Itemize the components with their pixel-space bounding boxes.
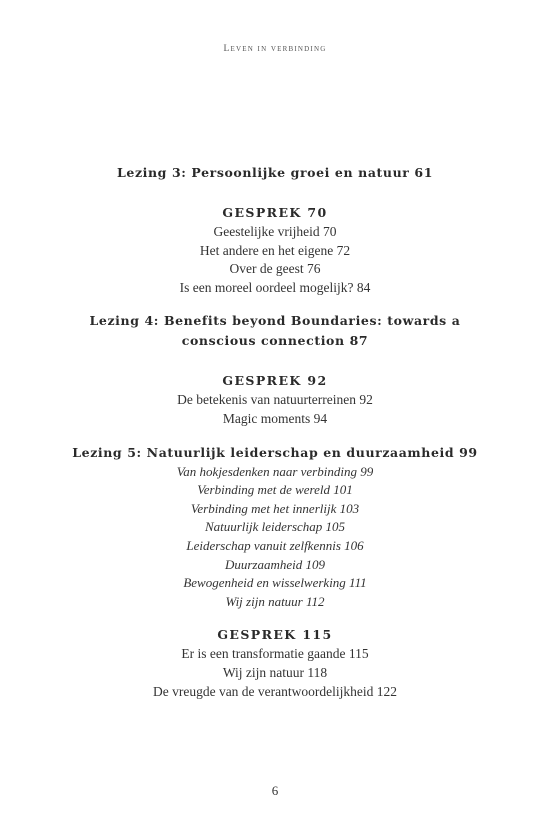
toc-lecture-heading: Lezing 4: Benefits beyond Boundaries: towards a <box>89 313 461 329</box>
toc-entry: Er is een transformatie gaande 115 <box>181 646 369 662</box>
toc-subentry: Verbinding met het innerlijk 103 <box>190 500 360 516</box>
toc-subentry: Natuurlijk leiderschap 105 <box>204 519 346 535</box>
toc-entry: De betekenis van natuurterreinen 92 <box>177 392 373 408</box>
toc-subentry: Wij zijn natuur 112 <box>225 593 325 609</box>
toc-entry: Magic moments 94 <box>222 410 328 426</box>
toc-entry: Wij zijn natuur 118 <box>222 664 328 680</box>
toc-entry: Is een moreel oordeel mogelijk? 84 <box>179 279 371 295</box>
toc-subentry: Van hokjesdenken naar verbinding 99 <box>176 463 374 479</box>
toc-subentry: Bewogenheid en wisselwerking 111 <box>183 575 367 591</box>
page-number: 6 <box>271 783 279 798</box>
toc-subentry: Leiderschap vanuit zelfkennis 106 <box>186 537 364 553</box>
toc-lecture-heading: Lezing 3: Persoonlijke groei en natuur 61 <box>117 165 433 180</box>
toc-gesprek-heading: GESPREK 70 <box>222 205 328 220</box>
toc-gesprek-heading: GESPREK 92 <box>222 373 328 389</box>
toc-entry: Geestelijke vrijheid 70 <box>213 224 337 239</box>
toc-lecture-heading: Lezing 5: Natuurlijk leiderschap en duurzaamheid 99 <box>72 444 478 460</box>
running-head: Leven in verbinding <box>223 44 327 54</box>
toc-gesprek-heading: GESPREK 115 <box>217 627 333 643</box>
toc-lecture-heading-cont: conscious connection 87 <box>181 333 369 349</box>
toc-subentry: Verbinding met de wereld 101 <box>197 482 353 498</box>
toc-subentry: Duurzaamheid 109 <box>224 556 326 572</box>
toc-entry: Het andere en het eigene 72 <box>199 242 351 258</box>
toc-entry: Over de geest 76 <box>229 261 321 277</box>
table-of-contents <box>0 163 550 701</box>
toc-entry: De vreugde van de verantwoordelijkheid 122 <box>152 683 398 699</box>
